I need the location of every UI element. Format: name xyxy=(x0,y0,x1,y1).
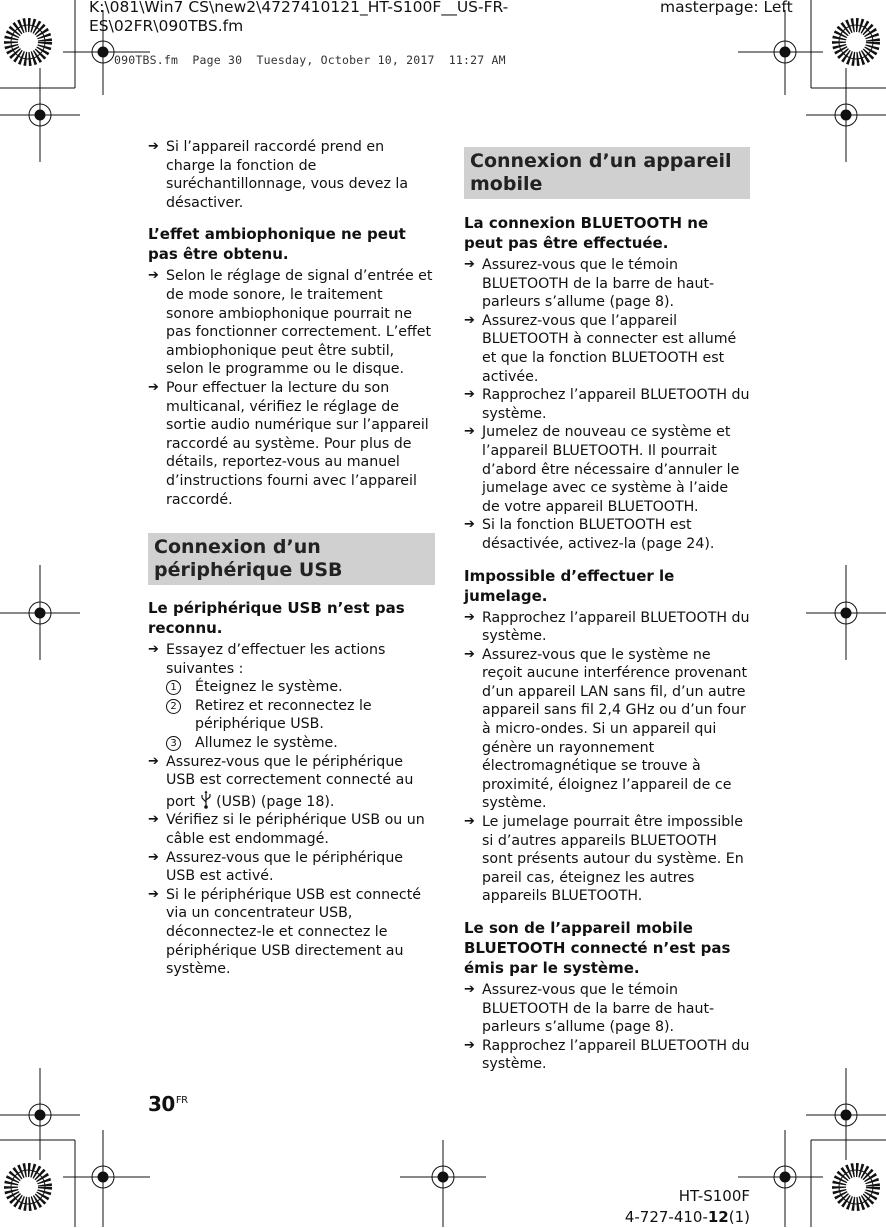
step-item: 3 Allumez le système. xyxy=(148,734,435,753)
step-number: 2 xyxy=(166,699,181,714)
section-heading: Connexion d’un appareil mobile xyxy=(464,147,750,199)
list-item: ➔ Assurez-vous que le périphérique USB est correctement connecté au port (USB) (page 18). xyxy=(148,753,414,810)
list-item: ➔ Assurez-vous que le témoin BLUETOOTH de la barre de haut-parleurs s’allume (page 8). xyxy=(464,982,715,1036)
file-path-line1: K:\081\Win7 CS\new2\4727410121_HT-S100F__US-FR- xyxy=(89,0,509,16)
list-item: ➔ Essayez d’effectuer les actions suivantes : xyxy=(148,642,386,677)
arrow-icon: ➔ xyxy=(464,814,475,830)
list-item: ➔ Assurez-vous que le témoin BLUETOOTH de la barre de haut-parleurs s’allume (page 8). xyxy=(464,257,715,311)
arrow-icon: ➔ xyxy=(148,812,159,828)
right-column xyxy=(464,147,750,1074)
arrow-icon: ➔ xyxy=(148,139,159,154)
model-info xyxy=(625,1186,750,1228)
list-item: ➔ Selon le réglage de signal d’entrée et de mode sonore, le traitement sonore ambiophonique pourrait ne pas fonctionner correctement. L’effet ambiophonique peut être subtil, selon le programme ou le disque. xyxy=(148,268,433,378)
list-item: ➔ Rapprochez l’appareil BLUETOOTH du système. xyxy=(464,1037,750,1073)
arrow-icon: ➔ xyxy=(148,379,159,395)
list-item: ➔ Jumelez de nouveau ce système et l’appareil BLUETOOTH. Il pourrait d’abord être nécessaire d’annuler le jumelage avec ce système à l’aide de votre appareil BLUETOOTH. xyxy=(464,424,740,515)
list-item: ➔ Rapprochez l’appareil BLUETOOTH du système. xyxy=(464,609,750,645)
left-column xyxy=(148,138,435,979)
subheading: Le son de l’appareil mobile BLUETOOTH connecté n’est pas émis par le système. xyxy=(464,919,731,977)
step-number: 1 xyxy=(166,680,181,695)
usb-icon xyxy=(200,790,212,810)
arrow-icon: ➔ xyxy=(464,387,475,403)
part-code: 4-727-410-12(1) xyxy=(624,1208,750,1226)
subheading: L’effet ambiophonique ne peut pas être obtenu. xyxy=(148,225,406,264)
list-item: ➔ Pour effectuer la lecture du son multicanal, vérifiez le réglage de sortie audio numérique sur l’appareil raccordé au système. Pour plus de détails, reportez-vous au manuel d’instructions fourni avec l’appareil raccordé. xyxy=(148,379,429,508)
list-item: ➔ Le jumelage pourrait être impossible si d’autres appareils BLUETOOTH sont présents autour du système. En pareil cas, éteignez les autres appareils BLUETOOTH. xyxy=(464,814,744,905)
page-number: $30^{FR}$ xyxy=(148,1092,188,1116)
arrow-icon: ➔ xyxy=(464,609,475,625)
arrow-icon: ➔ xyxy=(464,257,475,272)
file-path-line2: ES\02FR\090TBS.fm xyxy=(89,17,244,35)
arrow-icon: ➔ xyxy=(148,849,159,865)
list-item: ➔ Assurez-vous que le périphérique USB est activé. xyxy=(148,849,404,885)
subheading: Le périphérique USB n’est pas reconnu. xyxy=(148,599,405,638)
file-path xyxy=(89,0,508,36)
arrow-icon: ➔ xyxy=(148,642,159,658)
arrow-icon: ➔ xyxy=(464,517,475,533)
list-item: ➔ Vérifiez si le périphérique USB ou un câble est endommagé. xyxy=(148,812,425,848)
model-name: HT-S100F xyxy=(678,1187,750,1205)
arrow-icon: ➔ xyxy=(148,268,159,284)
arrow-icon: ➔ xyxy=(148,753,159,769)
arrow-icon: ➔ xyxy=(464,424,475,440)
list-item: ➔ Assurez-vous que l’appareil BLUETOOTH à connecter est allumé et que la fonction BLUETOOTH est activée. xyxy=(464,312,737,385)
arrow-icon: ➔ xyxy=(464,982,475,997)
arrow-icon: ➔ xyxy=(148,886,159,902)
list-item: ➔ Assurez-vous que le système ne reçoit aucune interférence provenant d’un appareil LAN sans fil, d’un autre appareil sans fil 2,4 GHz ou d’un four à micro-ondes. Si un appareil qui génère un rayonnement électromagnétique se trouve à proximité, éloignez l’appareil de ce système. xyxy=(464,646,748,812)
step-number: 3 xyxy=(166,736,181,751)
masterpage-label: masterpage: Left xyxy=(660,0,793,16)
arrow-icon: ➔ xyxy=(464,312,475,328)
list-item: ➔ Si l’appareil raccordé prend en charge la fonction de suréchantillonnage, vous devez la désactiver. xyxy=(148,139,409,211)
arrow-icon: ➔ xyxy=(464,1037,475,1053)
list-item: ➔ Rapprochez l’appareil BLUETOOTH du système. xyxy=(464,387,750,422)
subheading: Impossible d’effectuer le jumelage. xyxy=(464,566,675,605)
list-item: ➔ Si la fonction BLUETOOTH est désactivée, activez-la (page 24). xyxy=(464,517,715,552)
subheading: La connexion BLUETOOTH ne peut pas être effectuée. xyxy=(464,214,709,252)
list-item: ➔ Si le périphérique USB est connecté via un concentrateur USB, déconnectez-le et connectez le périphérique USB directement au système. xyxy=(148,886,421,978)
step-item: 2 Retirez et reconnectez le périphérique USB. xyxy=(148,697,435,734)
arrow-icon: ➔ xyxy=(464,646,475,662)
page-suffix: FR xyxy=(175,1095,188,1106)
step-item: 1 Éteignez le système. xyxy=(148,678,435,697)
section-heading: Connexion d’un périphérique USB xyxy=(148,533,435,585)
print-stamp: 090TBS.fm Page 30 Tuesday, October 10, 2017 11:27 AM xyxy=(114,53,506,67)
